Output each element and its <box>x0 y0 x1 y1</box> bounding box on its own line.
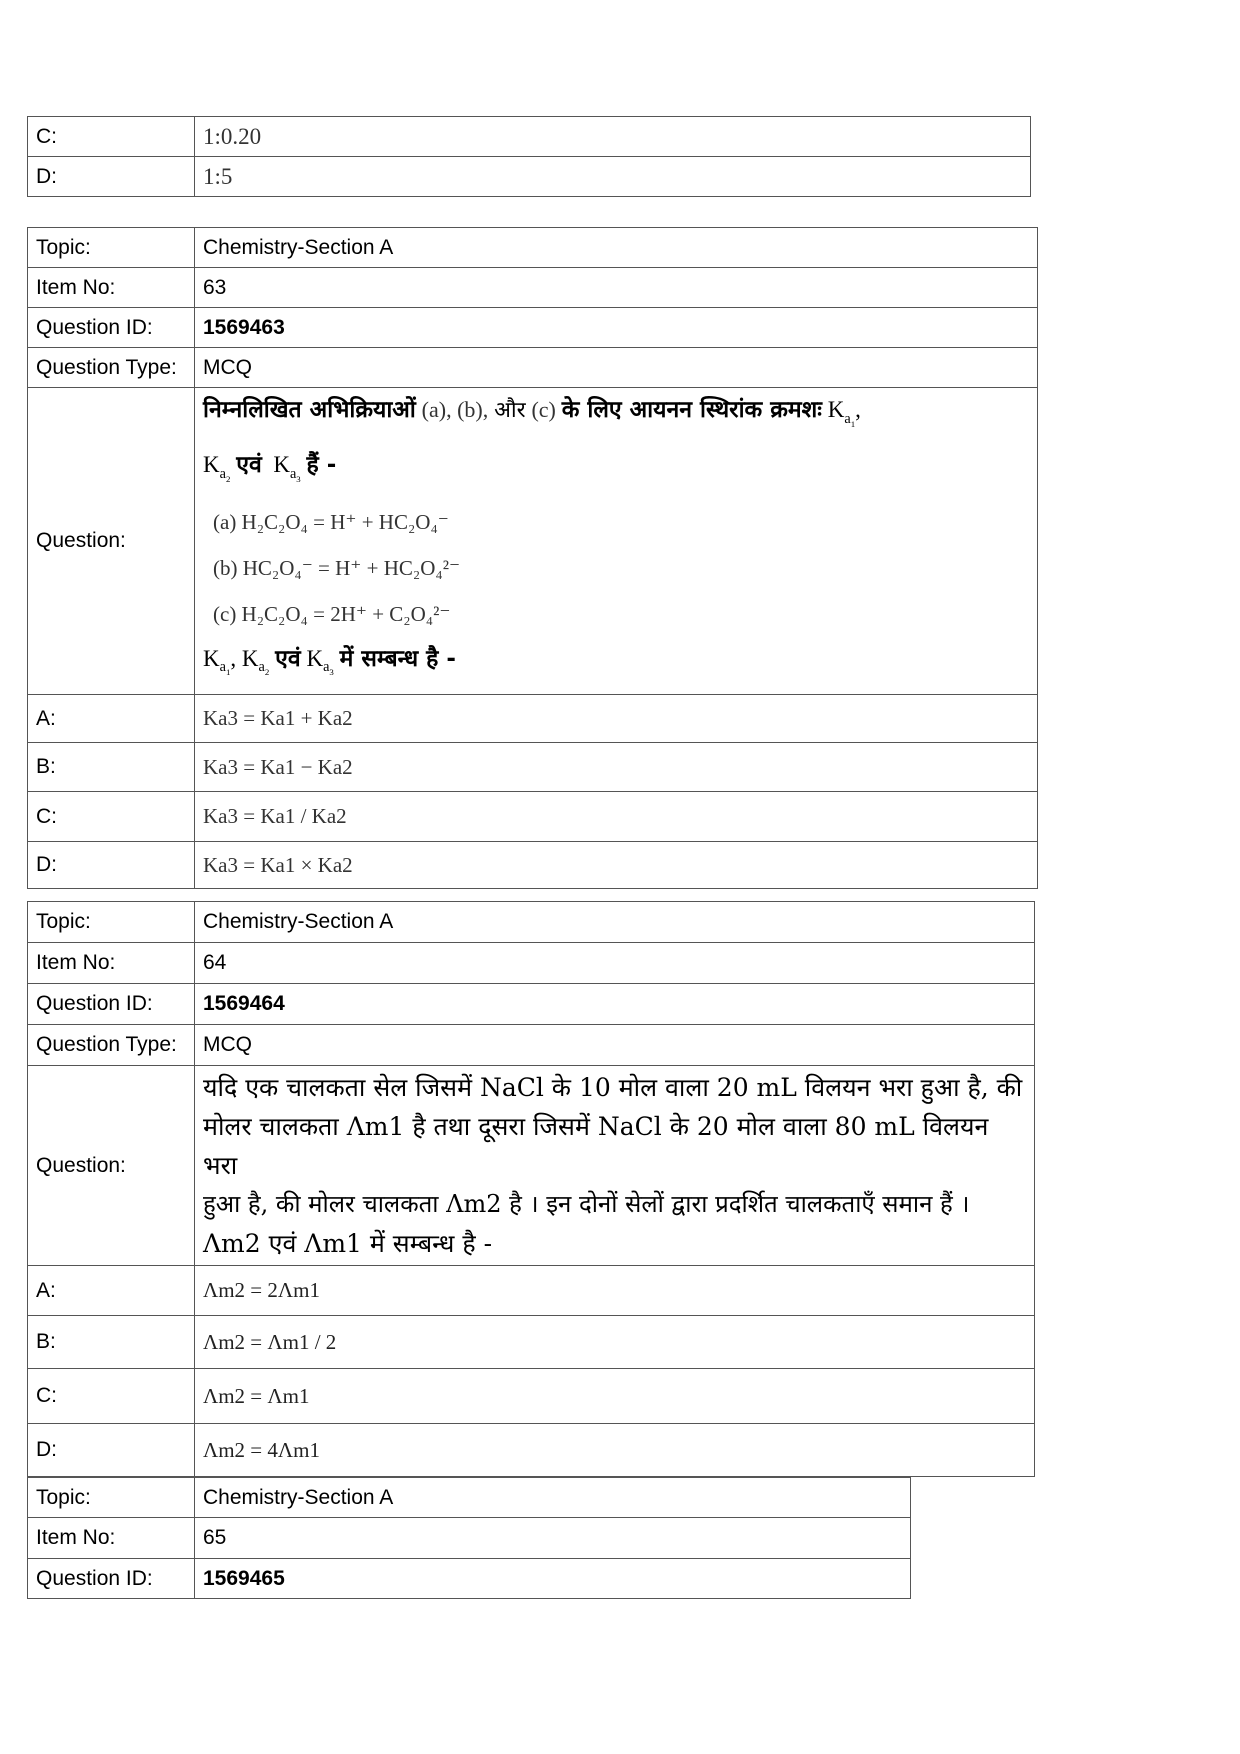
topic-label: Topic: <box>28 228 195 268</box>
topic-label: Topic: <box>28 902 195 943</box>
option-value: Ka3 = Ka1 + Ka2 <box>195 695 1038 743</box>
question-type-value: MCQ <box>195 348 1038 388</box>
option-value: Λm2 = 4Λm1 <box>195 1424 1035 1477</box>
option-row-a <box>28 1266 1035 1316</box>
item-no-value: 64 <box>195 943 1035 984</box>
question-body <box>195 388 1038 695</box>
option-label: C: <box>28 117 195 157</box>
option-value: 1:5 <box>195 157 1031 197</box>
option-value: Λm2 = Λm1 / 2 <box>195 1316 1035 1369</box>
question-id-row <box>28 984 1035 1025</box>
question-table-62-tail <box>27 116 1031 197</box>
question-text: और <box>494 398 526 423</box>
math-symbol: $K_{a_1}$, $K_{a_2}$ <box>203 645 270 678</box>
option-label: B: <box>28 743 195 792</box>
question-text: निम्नलिखित अभिक्रियाओं <box>203 397 416 423</box>
question-line: हुआ है, की मोलर चालकता Λm2 है । इन दोनों सेलों द्वारा प्रदर्शित चालकताएँ समान हैं । <box>203 1190 970 1218</box>
option-label: D: <box>28 842 195 889</box>
option-row-b <box>28 743 1038 792</box>
question-table-65 <box>27 1477 911 1599</box>
option-value: Ka3 = Ka1 − Ka2 <box>195 743 1038 792</box>
question-table-64 <box>27 901 1035 1477</box>
option-row-c <box>28 1369 1035 1424</box>
option-label: C: <box>28 792 195 842</box>
question-id-row <box>28 308 1038 348</box>
option-label: C: <box>28 1369 195 1424</box>
question-id-label: Question ID: <box>28 984 195 1025</box>
equation-c: (c) H₂C₂O₄ = 2H⁺ + C₂O₄²⁻ <box>213 601 451 626</box>
question-text: हैं - <box>306 452 337 479</box>
question-row <box>28 1066 1035 1266</box>
question-id-value: 1569464 <box>195 984 1035 1025</box>
question-id-value: 1569465 <box>195 1559 911 1599</box>
item-no-label: Item No: <box>28 943 195 984</box>
topic-row <box>28 228 1038 268</box>
item-no-row <box>28 1518 911 1559</box>
question-text: में सम्बन्ध है - <box>339 645 456 672</box>
option-row-b <box>28 1316 1035 1369</box>
question-table-63 <box>27 227 1038 889</box>
topic-value: Chemistry-Section A <box>195 1478 911 1518</box>
option-label: D: <box>28 157 195 197</box>
option-value: Ka3 = Ka1 × Ka2 <box>195 842 1038 889</box>
option-label: A: <box>28 1266 195 1316</box>
equation-b: (b) HC₂O₄⁻ = H⁺ + HC₂O₄²⁻ <box>213 555 461 580</box>
question-text: एवं <box>275 645 301 672</box>
question-row <box>28 388 1038 695</box>
topic-row <box>28 1478 911 1518</box>
math-symbol: $K_{a_1}$, <box>827 397 861 429</box>
option-row-d <box>28 1424 1035 1477</box>
option-row-d <box>28 842 1038 889</box>
question-type-row <box>28 1025 1035 1066</box>
math-symbol: $K_{a_2}$ <box>203 452 231 484</box>
math-symbol: $K_{a_3}$ <box>267 452 301 484</box>
question-text: (c) <box>531 397 556 422</box>
question-type-value: MCQ <box>195 1025 1035 1066</box>
item-no-label: Item No: <box>28 268 195 308</box>
question-line: Λm2 एवं Λm1 में सम्बन्ध है - <box>203 1229 493 1258</box>
question-id-row <box>28 1559 911 1599</box>
math-symbol: $K_{a_3}$ <box>306 645 334 678</box>
question-label: Question: <box>28 388 195 695</box>
question-line: मोलर चालकता Λm1 है तथा दूसरा जिसमें NaCl के 20 मोल वाला 80 mL विलयन भरा <box>203 1112 989 1180</box>
option-row-d <box>28 157 1031 197</box>
option-value: 1:0.20 <box>195 117 1031 157</box>
question-type-label: Question Type: <box>28 348 195 388</box>
topic-value: Chemistry-Section A <box>195 228 1038 268</box>
question-text: (a), (b), <box>421 397 489 422</box>
option-value: Ka3 = Ka1 / Ka2 <box>195 792 1038 842</box>
item-no-row <box>28 943 1035 984</box>
question-id-label: Question ID: <box>28 308 195 348</box>
option-label: B: <box>28 1316 195 1369</box>
item-no-value: 65 <box>195 1518 911 1559</box>
question-id-value: 1569463 <box>195 308 1038 348</box>
item-no-row <box>28 268 1038 308</box>
question-label: Question: <box>28 1066 195 1266</box>
item-no-label: Item No: <box>28 1518 195 1559</box>
question-type-label: Question Type: <box>28 1025 195 1066</box>
option-value: Λm2 = 2Λm1 <box>195 1266 1035 1316</box>
topic-row <box>28 902 1035 943</box>
question-line: यदि एक चालकता सेल जिसमें NaCl के 10 मोल वाला 20 mL विलयन भरा हुआ है, की <box>203 1073 1023 1102</box>
question-text: एवं <box>236 452 262 479</box>
option-value: Λm2 = Λm1 <box>195 1369 1035 1424</box>
option-row-c <box>28 792 1038 842</box>
question-type-row <box>28 348 1038 388</box>
topic-value: Chemistry-Section A <box>195 902 1035 943</box>
equation-a: (a) H₂C₂O₄ = H⁺ + HC₂O₄⁻ <box>213 509 449 534</box>
item-no-value: 63 <box>195 268 1038 308</box>
question-body <box>195 1066 1035 1266</box>
option-label: D: <box>28 1424 195 1477</box>
question-id-label: Question ID: <box>28 1559 195 1599</box>
option-row-a <box>28 695 1038 743</box>
topic-label: Topic: <box>28 1478 195 1518</box>
option-label: A: <box>28 695 195 743</box>
question-text: के लिए आयनन स्थिरांक क्रमशः <box>561 397 822 423</box>
option-row-c <box>28 117 1031 157</box>
